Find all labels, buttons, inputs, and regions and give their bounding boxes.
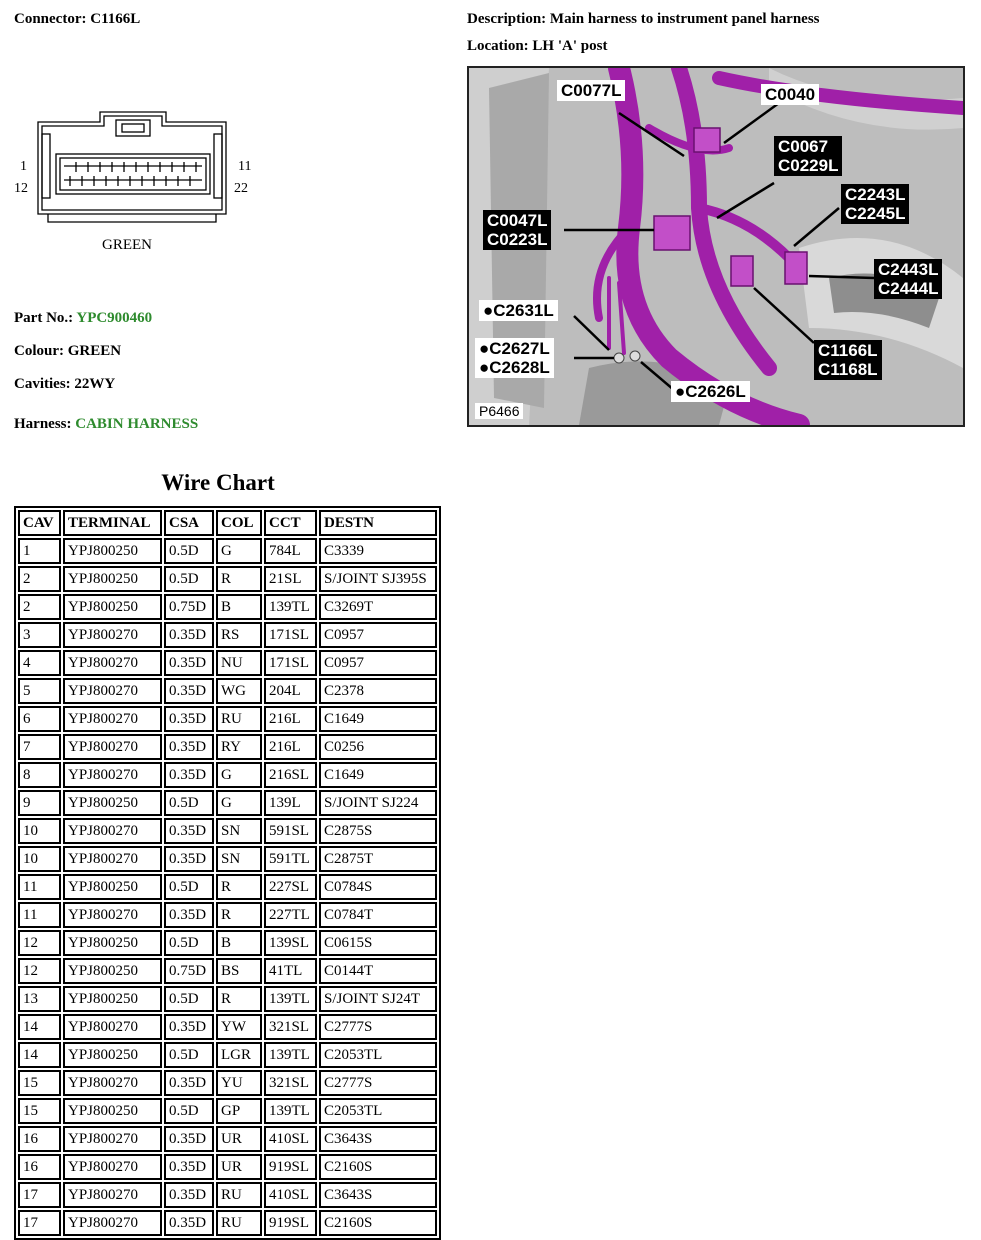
cell-cct: 216L bbox=[264, 734, 317, 760]
cell-cct: 591TL bbox=[264, 846, 317, 872]
cell-destn: C2875S bbox=[319, 818, 437, 844]
cell-terminal: YPJ800250 bbox=[63, 874, 162, 900]
cell-terminal: YPJ800270 bbox=[63, 1210, 162, 1236]
cell-col: G bbox=[216, 762, 262, 788]
cell-destn: C0957 bbox=[319, 650, 437, 676]
header-col: COL bbox=[216, 510, 262, 536]
table-row bbox=[18, 706, 437, 732]
cell-cct: 591SL bbox=[264, 818, 317, 844]
table-row bbox=[18, 874, 437, 900]
cell-terminal: YPJ800250 bbox=[63, 958, 162, 984]
cell-col: LGR bbox=[216, 1042, 262, 1068]
wire-chart-header-row bbox=[18, 510, 437, 536]
cell-cct: 784L bbox=[264, 538, 317, 564]
photo-reference: P6466 bbox=[475, 403, 523, 419]
callout-c0077l: C0077L bbox=[557, 80, 625, 101]
cell-cav: 15 bbox=[18, 1070, 61, 1096]
cell-destn: C0784S bbox=[319, 874, 437, 900]
cell-terminal: YPJ800250 bbox=[63, 986, 162, 1012]
cell-cct: 216L bbox=[264, 706, 317, 732]
header-terminal: TERMINAL bbox=[63, 510, 162, 536]
pin-label-22: 22 bbox=[234, 181, 248, 196]
cell-cav: 6 bbox=[18, 706, 61, 732]
cell-col: SN bbox=[216, 846, 262, 872]
cell-col: UR bbox=[216, 1126, 262, 1152]
cell-csa: 0.35D bbox=[164, 706, 214, 732]
table-row bbox=[18, 762, 437, 788]
table-row bbox=[18, 538, 437, 564]
cell-csa: 0.35D bbox=[164, 1014, 214, 1040]
cell-col: G bbox=[216, 538, 262, 564]
cell-cct: 410SL bbox=[264, 1126, 317, 1152]
cell-csa: 0.75D bbox=[164, 958, 214, 984]
connector-line bbox=[14, 11, 140, 28]
cell-cct: 321SL bbox=[264, 1014, 317, 1040]
cell-csa: 0.35D bbox=[164, 1154, 214, 1180]
cell-csa: 0.35D bbox=[164, 1126, 214, 1152]
cell-destn: C2875T bbox=[319, 846, 437, 872]
cell-csa: 0.35D bbox=[164, 902, 214, 928]
cell-terminal: YPJ800250 bbox=[63, 538, 162, 564]
cell-terminal: YPJ800270 bbox=[63, 678, 162, 704]
cell-terminal: YPJ800270 bbox=[63, 734, 162, 760]
cell-destn: C0615S bbox=[319, 930, 437, 956]
table-row bbox=[18, 1098, 437, 1124]
callout-c0040: C0040 bbox=[761, 84, 819, 105]
callout-c2626l: ●C2626L bbox=[671, 381, 750, 402]
cell-terminal: YPJ800270 bbox=[63, 622, 162, 648]
cell-cav: 13 bbox=[18, 986, 61, 1012]
callout-c2631l: ●C2631L bbox=[479, 300, 558, 321]
cell-cct: 171SL bbox=[264, 650, 317, 676]
cell-col: SN bbox=[216, 818, 262, 844]
table-row bbox=[18, 650, 437, 676]
cell-cav: 1 bbox=[18, 538, 61, 564]
cell-col: GP bbox=[216, 1098, 262, 1124]
cell-destn: C3643S bbox=[319, 1182, 437, 1208]
cell-cct: 410SL bbox=[264, 1182, 317, 1208]
cell-cct: 139L bbox=[264, 790, 317, 816]
table-row bbox=[18, 734, 437, 760]
table-row bbox=[18, 1042, 437, 1068]
wire-chart-title: Wire Chart bbox=[161, 470, 275, 495]
table-row bbox=[18, 846, 437, 872]
part-no-line bbox=[14, 310, 152, 327]
cell-terminal: YPJ800270 bbox=[63, 1014, 162, 1040]
table-row bbox=[18, 566, 437, 592]
cell-cct: 139SL bbox=[264, 930, 317, 956]
cell-terminal: YPJ800270 bbox=[63, 1154, 162, 1180]
callout-c0067-c0229l: C0067 C0229L bbox=[774, 136, 842, 176]
header-cct: CCT bbox=[264, 510, 317, 536]
cell-csa: 0.5D bbox=[164, 874, 214, 900]
cell-terminal: YPJ800270 bbox=[63, 1182, 162, 1208]
table-row bbox=[18, 1070, 437, 1096]
cell-cav: 14 bbox=[18, 1014, 61, 1040]
callout-c2243l-c2245l: C2243L C2245L bbox=[841, 184, 909, 224]
cell-cct: 139TL bbox=[264, 986, 317, 1012]
cell-terminal: YPJ800270 bbox=[63, 706, 162, 732]
cell-terminal: YPJ800250 bbox=[63, 930, 162, 956]
cell-destn: C0256 bbox=[319, 734, 437, 760]
cell-cct: 139TL bbox=[264, 594, 317, 620]
cell-destn: S/JOINT SJ224 bbox=[319, 790, 437, 816]
table-row bbox=[18, 1210, 437, 1236]
cell-destn: C2777S bbox=[319, 1070, 437, 1096]
cell-col: B bbox=[216, 594, 262, 620]
cell-cav: 17 bbox=[18, 1210, 61, 1236]
table-row bbox=[18, 930, 437, 956]
cell-destn: C2053TL bbox=[319, 1098, 437, 1124]
table-row bbox=[18, 594, 437, 620]
cell-destn: C3269T bbox=[319, 594, 437, 620]
cell-cav: 17 bbox=[18, 1182, 61, 1208]
cell-destn: C3643S bbox=[319, 1126, 437, 1152]
header-destn: DESTN bbox=[319, 510, 437, 536]
cell-terminal: YPJ800270 bbox=[63, 1070, 162, 1096]
cell-cav: 11 bbox=[18, 902, 61, 928]
colour-label: Colour: bbox=[14, 343, 64, 359]
connector-label: Connector: bbox=[14, 11, 87, 27]
cell-cct: 216SL bbox=[264, 762, 317, 788]
cell-terminal: YPJ800250 bbox=[63, 594, 162, 620]
cell-terminal: YPJ800250 bbox=[63, 566, 162, 592]
table-row bbox=[18, 1014, 437, 1040]
cell-cav: 12 bbox=[18, 958, 61, 984]
cell-col: RU bbox=[216, 706, 262, 732]
cell-destn: S/JOINT SJ395S bbox=[319, 566, 437, 592]
cell-csa: 0.35D bbox=[164, 734, 214, 760]
table-row bbox=[18, 1126, 437, 1152]
cell-destn: C2160S bbox=[319, 1154, 437, 1180]
callout-c0047l-c0223l: C0047L C0223L bbox=[483, 210, 551, 250]
cell-destn: S/JOINT SJ24T bbox=[319, 986, 437, 1012]
cell-cav: 12 bbox=[18, 930, 61, 956]
cell-csa: 0.35D bbox=[164, 678, 214, 704]
cell-terminal: YPJ800250 bbox=[63, 1098, 162, 1124]
cell-destn: C0957 bbox=[319, 622, 437, 648]
cell-cct: 21SL bbox=[264, 566, 317, 592]
cell-col: R bbox=[216, 566, 262, 592]
description-line bbox=[467, 11, 820, 28]
cell-cav: 16 bbox=[18, 1126, 61, 1152]
pin-label-12: 12 bbox=[14, 181, 28, 196]
cell-terminal: YPJ800250 bbox=[63, 790, 162, 816]
table-row bbox=[18, 902, 437, 928]
location-label: Location: bbox=[467, 38, 529, 54]
callout-c2443l-c2444l: C2443L C2444L bbox=[874, 259, 942, 299]
connector-colour-caption: GREEN bbox=[102, 237, 152, 253]
cell-cav: 14 bbox=[18, 1042, 61, 1068]
cell-csa: 0.5D bbox=[164, 566, 214, 592]
cell-col: RU bbox=[216, 1182, 262, 1208]
cell-cav: 2 bbox=[18, 566, 61, 592]
cell-col: G bbox=[216, 790, 262, 816]
cell-cct: 227TL bbox=[264, 902, 317, 928]
connector-value: C1166L bbox=[90, 11, 141, 27]
location-line bbox=[467, 38, 607, 55]
description-value: Main harness to instrument panel harness bbox=[549, 11, 820, 27]
table-row bbox=[18, 958, 437, 984]
cell-cav: 10 bbox=[18, 818, 61, 844]
cell-terminal: YPJ800250 bbox=[63, 1042, 162, 1068]
wire-chart-table bbox=[14, 506, 441, 1240]
callout-c1166l-c1168l: C1166L C1168L bbox=[814, 340, 882, 380]
cell-csa: 0.35D bbox=[164, 818, 214, 844]
cell-cav: 4 bbox=[18, 650, 61, 676]
location-value: LH 'A' post bbox=[532, 38, 608, 54]
cell-cct: 171SL bbox=[264, 622, 317, 648]
cell-csa: 0.5D bbox=[164, 986, 214, 1012]
cell-col: RY bbox=[216, 734, 262, 760]
cell-csa: 0.5D bbox=[164, 930, 214, 956]
table-row bbox=[18, 678, 437, 704]
cell-terminal: YPJ800270 bbox=[63, 1126, 162, 1152]
cell-destn: C0784T bbox=[319, 902, 437, 928]
cell-terminal: YPJ800270 bbox=[63, 818, 162, 844]
cell-cav: 7 bbox=[18, 734, 61, 760]
cell-csa: 0.35D bbox=[164, 1070, 214, 1096]
cell-col: R bbox=[216, 986, 262, 1012]
cell-destn: C2378 bbox=[319, 678, 437, 704]
cell-col: BS bbox=[216, 958, 262, 984]
cell-col: RU bbox=[216, 1210, 262, 1236]
cell-terminal: YPJ800270 bbox=[63, 650, 162, 676]
callout-c2627l-c2628l: ●C2627L ●C2628L bbox=[475, 338, 554, 378]
pin-label-1: 1 bbox=[20, 159, 27, 174]
cell-csa: 0.35D bbox=[164, 1210, 214, 1236]
cell-cct: 204L bbox=[264, 678, 317, 704]
cell-col: YU bbox=[216, 1070, 262, 1096]
cell-csa: 0.5D bbox=[164, 790, 214, 816]
cell-terminal: YPJ800270 bbox=[63, 846, 162, 872]
table-row bbox=[18, 1182, 437, 1208]
wire-chart-body bbox=[18, 538, 437, 1236]
description-label: Description: bbox=[467, 11, 547, 27]
cell-csa: 0.35D bbox=[164, 1182, 214, 1208]
cell-csa: 0.5D bbox=[164, 538, 214, 564]
cell-cav: 11 bbox=[18, 874, 61, 900]
table-row bbox=[18, 622, 437, 648]
colour-line bbox=[14, 343, 121, 360]
header-csa: CSA bbox=[164, 510, 214, 536]
colour-value: GREEN bbox=[67, 343, 122, 359]
cell-cct: 919SL bbox=[264, 1210, 317, 1236]
cell-cav: 15 bbox=[18, 1098, 61, 1124]
cell-col: RS bbox=[216, 622, 262, 648]
header-cav: CAV bbox=[18, 510, 61, 536]
part-no-label: Part No.: bbox=[14, 310, 74, 326]
cavities-label: Cavities: bbox=[14, 376, 71, 392]
harness-label: Harness: bbox=[14, 416, 72, 432]
cell-cct: 139TL bbox=[264, 1042, 317, 1068]
cell-csa: 0.5D bbox=[164, 1042, 214, 1068]
cell-col: B bbox=[216, 930, 262, 956]
cell-col: WG bbox=[216, 678, 262, 704]
table-row bbox=[18, 790, 437, 816]
cell-col: R bbox=[216, 874, 262, 900]
cell-col: R bbox=[216, 902, 262, 928]
harness-link[interactable]: CABIN HARNESS bbox=[75, 416, 199, 432]
cell-cct: 227SL bbox=[264, 874, 317, 900]
cell-terminal: YPJ800270 bbox=[63, 902, 162, 928]
cell-destn: C1649 bbox=[319, 706, 437, 732]
cell-cct: 321SL bbox=[264, 1070, 317, 1096]
table-row bbox=[18, 1154, 437, 1180]
table-row bbox=[18, 986, 437, 1012]
cell-cct: 139TL bbox=[264, 1098, 317, 1124]
cell-csa: 0.35D bbox=[164, 846, 214, 872]
harness-line bbox=[14, 416, 198, 433]
cavities-line bbox=[14, 376, 115, 393]
cell-terminal: YPJ800270 bbox=[63, 762, 162, 788]
pin-label-11: 11 bbox=[238, 159, 252, 174]
cell-cav: 2 bbox=[18, 594, 61, 620]
cell-destn: C0144T bbox=[319, 958, 437, 984]
cell-cav: 9 bbox=[18, 790, 61, 816]
cell-csa: 0.5D bbox=[164, 1098, 214, 1124]
cell-cav: 10 bbox=[18, 846, 61, 872]
cell-destn: C2160S bbox=[319, 1210, 437, 1236]
cell-csa: 0.75D bbox=[164, 594, 214, 620]
cell-csa: 0.35D bbox=[164, 762, 214, 788]
location-photo bbox=[467, 66, 965, 427]
cell-destn: C2053TL bbox=[319, 1042, 437, 1068]
cell-csa: 0.35D bbox=[164, 622, 214, 648]
cell-cct: 919SL bbox=[264, 1154, 317, 1180]
cavities-value: 22WY bbox=[74, 376, 116, 392]
cell-cav: 5 bbox=[18, 678, 61, 704]
cell-destn: C3339 bbox=[319, 538, 437, 564]
table-row bbox=[18, 818, 437, 844]
connector-face-drawing bbox=[14, 104, 264, 254]
part-no-link[interactable]: YPC900460 bbox=[76, 310, 153, 326]
cell-destn: C2777S bbox=[319, 1014, 437, 1040]
cell-destn: C1649 bbox=[319, 762, 437, 788]
cell-col: UR bbox=[216, 1154, 262, 1180]
cell-cct: 41TL bbox=[264, 958, 317, 984]
cell-cav: 3 bbox=[18, 622, 61, 648]
cell-cav: 8 bbox=[18, 762, 61, 788]
cell-cav: 16 bbox=[18, 1154, 61, 1180]
cell-col: YW bbox=[216, 1014, 262, 1040]
cell-csa: 0.35D bbox=[164, 650, 214, 676]
cell-col: NU bbox=[216, 650, 262, 676]
